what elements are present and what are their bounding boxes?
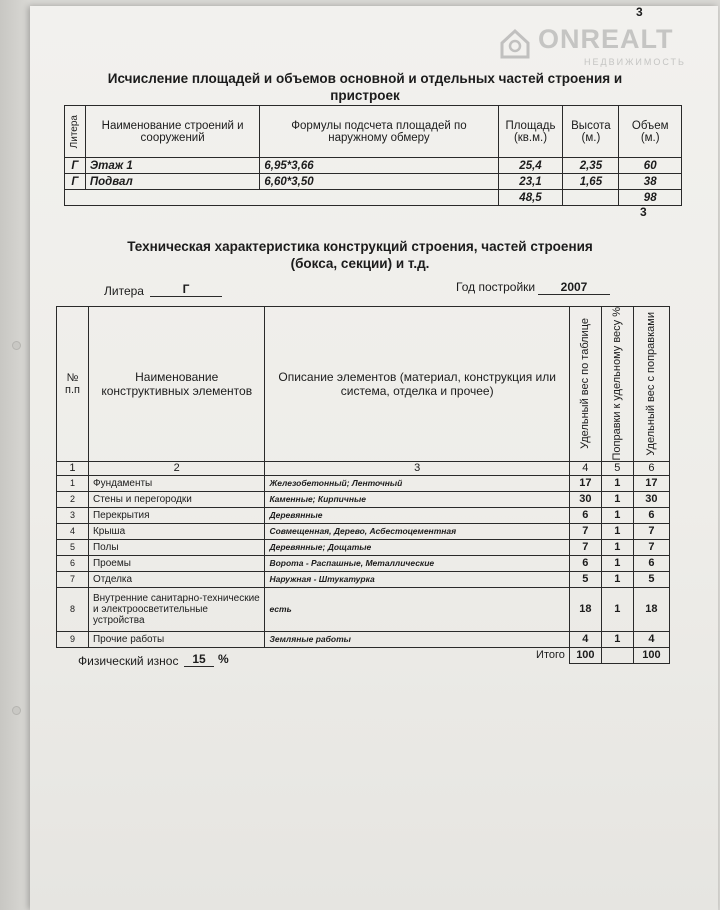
cell-desc: Земляные работы [265, 631, 569, 647]
header-num: № п.п [57, 307, 89, 462]
cell-correction: 1 [601, 491, 633, 507]
total-weight-corr: 100 [633, 647, 669, 663]
header-name: Наименование конструктивных элементов [88, 307, 264, 462]
header-weight: Удельный вес по таблице [579, 318, 592, 450]
cell-name: Фундаменты [88, 475, 264, 491]
table-row [57, 631, 670, 647]
table-row [57, 539, 670, 555]
total-volume: 98 [619, 190, 682, 206]
header-area: Площадь (кв.м.) [498, 106, 563, 158]
cell-weight: 17 [569, 475, 601, 491]
cell-num: 3 [57, 507, 89, 523]
cell-num: 2 [57, 491, 89, 507]
cell-formula: 6,95*3,66 [260, 158, 498, 174]
cell-weight: 18 [569, 587, 601, 631]
cell-num: 4 [57, 523, 89, 539]
year-value: 2007 [538, 280, 610, 295]
cell-name: Прочие работы [88, 631, 264, 647]
cell-name: Проемы [88, 555, 264, 571]
header-correction: Поправки к удельному весу % [611, 307, 624, 461]
cell-weight-corr: 18 [633, 587, 669, 631]
total-area: 48,5 [498, 190, 563, 206]
cell-volume: 60 [619, 158, 682, 174]
wear-unit: % [218, 652, 229, 666]
table-row [57, 587, 670, 631]
table-row [57, 491, 670, 507]
cell-name: Полы [88, 539, 264, 555]
tech-section-title: Техническая характеристика конструкций строения, частей строения (бокса, секции) и т.д. [127, 239, 593, 271]
wear-value: 15 [184, 652, 214, 667]
cell-correction: 1 [601, 555, 633, 571]
col-number: 2 [88, 461, 264, 475]
cell-weight-corr: 7 [633, 523, 669, 539]
header-desc: Описание элементов (материал, конструкция или система, отделка и прочее) [265, 307, 569, 462]
cell-name: Крыша [88, 523, 264, 539]
cell-desc: Каменные; Кирпичные [265, 491, 569, 507]
table-row [65, 174, 682, 190]
cell-num: 7 [57, 571, 89, 587]
header-litera: Литера [68, 114, 80, 149]
total-weight: 100 [569, 647, 601, 663]
litera-label: Литера [104, 284, 144, 298]
house-logo-icon [498, 26, 532, 60]
cell-area: 23,1 [498, 174, 563, 190]
cell-correction: 1 [601, 507, 633, 523]
year-label: Год постройки [456, 280, 536, 294]
totals-row [65, 190, 682, 206]
cell-correction: 1 [601, 475, 633, 491]
cell-weight: 7 [569, 539, 601, 555]
cell-weight: 5 [569, 571, 601, 587]
header-name: Наименование строений и сооружений [85, 106, 260, 158]
cell-desc: Совмещенная, Дерево, Асбестоцементная [265, 523, 569, 539]
cell-num: 1 [57, 475, 89, 491]
header-weight-corr: Удельный вес с поправками [645, 311, 658, 456]
cell-litera: Г [65, 174, 86, 190]
tech-table [56, 306, 670, 664]
table-row [57, 523, 670, 539]
cell-correction: 1 [601, 539, 633, 555]
col-number: 3 [265, 461, 569, 475]
header-height: Высота (м.) [563, 106, 619, 158]
cell-area: 25,4 [498, 158, 563, 174]
litera-value: Г [150, 282, 222, 297]
header-volume: Объем (м.) [619, 106, 682, 158]
col-number: 1 [57, 461, 89, 475]
table-row [57, 555, 670, 571]
cell-num: 6 [57, 555, 89, 571]
cell-name: Внутренние санитарно-технические и электроосветительные устройства [88, 587, 264, 631]
cell-weight: 6 [569, 507, 601, 523]
cell-formula: 6,60*3,50 [260, 174, 498, 190]
cell-volume: 38 [619, 174, 682, 190]
cell-weight-corr: 30 [633, 491, 669, 507]
cell-weight-corr: 5 [633, 571, 669, 587]
column-number-row [57, 461, 670, 475]
wear-label: Физический износ [78, 654, 179, 668]
cell-weight-corr: 6 [633, 507, 669, 523]
cell-weight: 6 [569, 555, 601, 571]
cell-weight: 4 [569, 631, 601, 647]
cell-desc: Деревянные; Дощатые [265, 539, 569, 555]
cell-name: Подвал [85, 174, 260, 190]
cell-name: Стены и перегородки [88, 491, 264, 507]
cell-num: 5 [57, 539, 89, 555]
tech-table-header [57, 307, 670, 462]
cell-weight: 7 [569, 523, 601, 539]
cell-correction: 1 [601, 587, 633, 631]
cell-desc: есть [265, 587, 569, 631]
cell-correction: 1 [601, 523, 633, 539]
cell-desc: Железобетонный; Ленточный [265, 475, 569, 491]
cell-num: 9 [57, 631, 89, 647]
area-table [64, 105, 682, 206]
header-formula: Формулы подсчета площадей по наружному обмеру [260, 106, 498, 158]
page-edge-shadow [0, 0, 30, 910]
cell-weight-corr: 17 [633, 475, 669, 491]
cell-height: 2,35 [563, 158, 619, 174]
cell-name: Этаж 1 [85, 158, 260, 174]
page-number-top: 3 [636, 5, 643, 19]
cell-weight-corr: 4 [633, 631, 669, 647]
page-number-mid: 3 [640, 205, 647, 219]
cell-name: Отделка [88, 571, 264, 587]
watermark-brand: ONREALT [538, 24, 674, 54]
table-row [57, 475, 670, 491]
cell-weight: 30 [569, 491, 601, 507]
punch-hole [12, 706, 21, 715]
cell-weight-corr: 7 [633, 539, 669, 555]
cell-correction: 1 [601, 571, 633, 587]
cell-desc: Наружная - Штукатурка [265, 571, 569, 587]
punch-hole [12, 341, 21, 350]
cell-correction: 1 [601, 631, 633, 647]
col-number: 6 [633, 461, 669, 475]
area-table-header [65, 106, 682, 158]
table-row [57, 571, 670, 587]
cell-weight-corr: 6 [633, 555, 669, 571]
col-number: 5 [601, 461, 633, 475]
col-number: 4 [569, 461, 601, 475]
cell-litera: Г [65, 158, 86, 174]
cell-desc: Ворота - Распашные, Металлические [265, 555, 569, 571]
area-section-title: Исчисление площадей и объемов основной и отдельных частей строения и пристроек [107, 71, 623, 103]
table-row [65, 158, 682, 174]
total-label: Итого [57, 647, 570, 663]
cell-height: 1,65 [563, 174, 619, 190]
cell-num: 8 [57, 587, 89, 631]
watermark-sub: НЕДВИЖИМОСТЬ [584, 57, 686, 67]
cell-name: Перекрытия [88, 507, 264, 523]
table-row [57, 507, 670, 523]
cell-desc: Деревянные [265, 507, 569, 523]
